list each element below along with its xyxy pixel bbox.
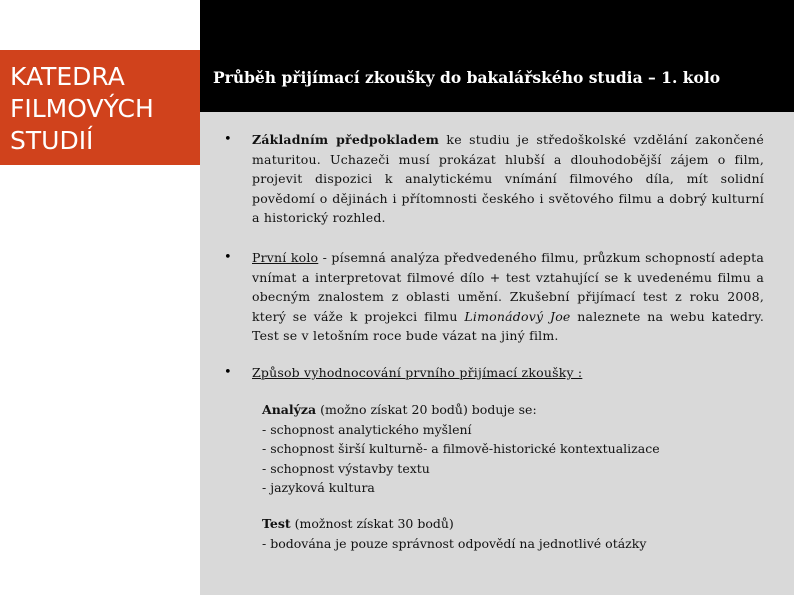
department-logo (0, 50, 200, 165)
bullet-text (252, 130, 764, 228)
bullet-body-end: naleznete na webu katedry. Test se v letošním roce bude vázat na jiný film. (252, 308, 764, 343)
list-item: - bodována je pouze správnost odpovědí na jednotlivé otázky (262, 535, 647, 551)
test-label-rest: (možnost získat 30 bodů) (290, 516, 454, 531)
bullet-text (252, 363, 764, 383)
analysis-heading (262, 400, 782, 420)
test-label: Test (262, 516, 291, 531)
evaluation-link[interactable]: Způsob vyhodnocování prvního přijímací zkoušky : (252, 365, 583, 380)
bullet-lead: Základním předpokladem (252, 132, 440, 147)
bullet-dot: • (224, 132, 232, 147)
list-item: - jazyková kultura (262, 480, 375, 495)
slide-header (200, 0, 794, 112)
bullet-text (252, 248, 764, 346)
logo-line-2: FILMOVÝCH (10, 94, 154, 123)
logo-line-3: STUDIÍ (10, 126, 94, 155)
list-item: - schopnost analytického myšlení (262, 421, 472, 437)
bullet-dot: • (224, 365, 232, 380)
test-heading (262, 514, 782, 534)
list-item: - schopnost výstavby textu (262, 460, 430, 476)
analysis-label-rest: (možno získat 20 bodů) boduje se: (316, 402, 537, 417)
logo-line-1: KATEDRA (10, 62, 125, 91)
bullet-body: ke studiu je středoškolské vzdělání zakončené maturitou. Uchazeči musí prokázat hlubší a dlouhodobější zájem o film, projevit dispozici k analytickému vnímání filmového díla, mít solidní povědomí o dějinách i přítomnosti českého i světového filmu a dobrý kulturní a historický rozhled. (252, 132, 764, 225)
bullet-body: - písemná analýza předvedeného filmu, průzkum schopností adepta vnímat a interpretovat filmové dílo + test vztahující se k uvedenému filmu a obecným znalostem z oblasti umění. Zkušební přijímací test z roku 2008, který se váže k projekci filmu (252, 250, 764, 324)
first-round-link[interactable]: První kolo (252, 250, 319, 265)
analysis-label: Analýza (262, 402, 317, 417)
slide-content (200, 112, 794, 595)
bullet-dot: • (224, 250, 232, 265)
analysis-section (262, 400, 782, 498)
list-item: - schopnost širší kulturně- a filmově-historické kontextualizace (262, 441, 660, 456)
film-title: Limonádový Joe (464, 308, 571, 324)
test-section (262, 514, 782, 553)
slide-title: Průběh přijímací zkoušky do bakalářského studia – 1. kolo (213, 68, 721, 87)
